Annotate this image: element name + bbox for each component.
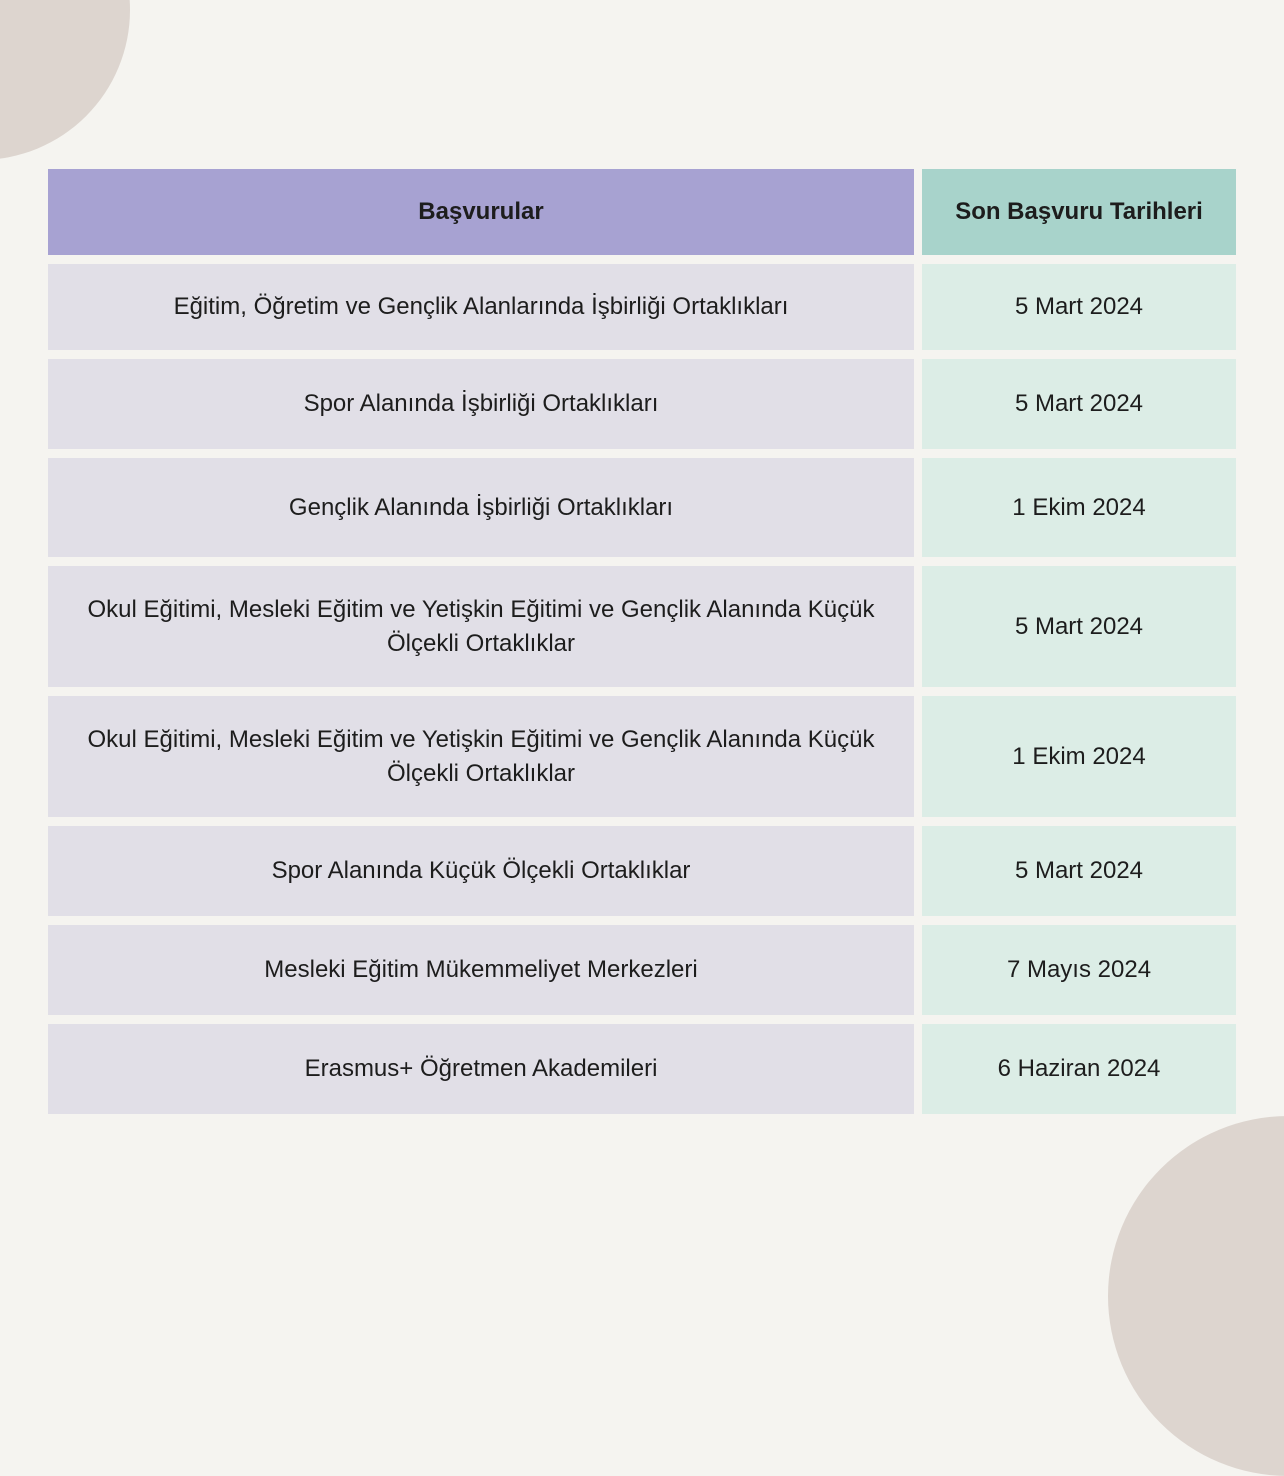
- deadline-date: 1 Ekim 2024: [922, 458, 1236, 557]
- application-name: Spor Alanında İşbirliği Ortaklıkları: [48, 359, 914, 449]
- table-row: [48, 826, 1236, 916]
- deadline-date: 5 Mart 2024: [922, 826, 1236, 916]
- application-name: Eğitim, Öğretim ve Gençlik Alanlarında İşbirliği Ortaklıkları: [48, 264, 914, 350]
- application-name: Okul Eğitimi, Mesleki Eğitim ve Yetişkin Eğitimi ve Gençlik Alanında Küçük Ölçekli Ortaklıklar: [48, 566, 914, 687]
- application-name: Erasmus+ Öğretmen Akademileri: [48, 1024, 914, 1114]
- deadline-date: 5 Mart 2024: [922, 264, 1236, 350]
- table-row: [48, 359, 1236, 449]
- table-header-row: [48, 169, 1236, 255]
- application-deadlines-table: [48, 169, 1236, 1123]
- application-name: Gençlik Alanında İşbirliği Ortaklıkları: [48, 458, 914, 557]
- header-deadlines: Son Başvuru Tarihleri: [922, 169, 1236, 255]
- deadline-date: 7 Mayıs 2024: [922, 925, 1236, 1015]
- deadline-date: 1 Ekim 2024: [922, 696, 1236, 817]
- decorative-circle-top-left: [0, 0, 130, 160]
- deadline-date: 5 Mart 2024: [922, 359, 1236, 449]
- application-name: Mesleki Eğitim Mükemmeliyet Merkezleri: [48, 925, 914, 1015]
- decorative-circle-bottom-right: [1108, 1116, 1284, 1476]
- table-row: [48, 925, 1236, 1015]
- table-row: [48, 696, 1236, 817]
- application-name: Okul Eğitimi, Mesleki Eğitim ve Yetişkin Eğitimi ve Gençlik Alanında Küçük Ölçekli Ortaklıklar: [48, 696, 914, 817]
- deadline-date: 6 Haziran 2024: [922, 1024, 1236, 1114]
- table-row: [48, 264, 1236, 350]
- deadline-date: 5 Mart 2024: [922, 566, 1236, 687]
- application-name: Spor Alanında Küçük Ölçekli Ortaklıklar: [48, 826, 914, 916]
- header-applications: Başvurular: [48, 169, 914, 255]
- table-row: [48, 566, 1236, 687]
- table-row: [48, 458, 1236, 557]
- table-row: [48, 1024, 1236, 1114]
